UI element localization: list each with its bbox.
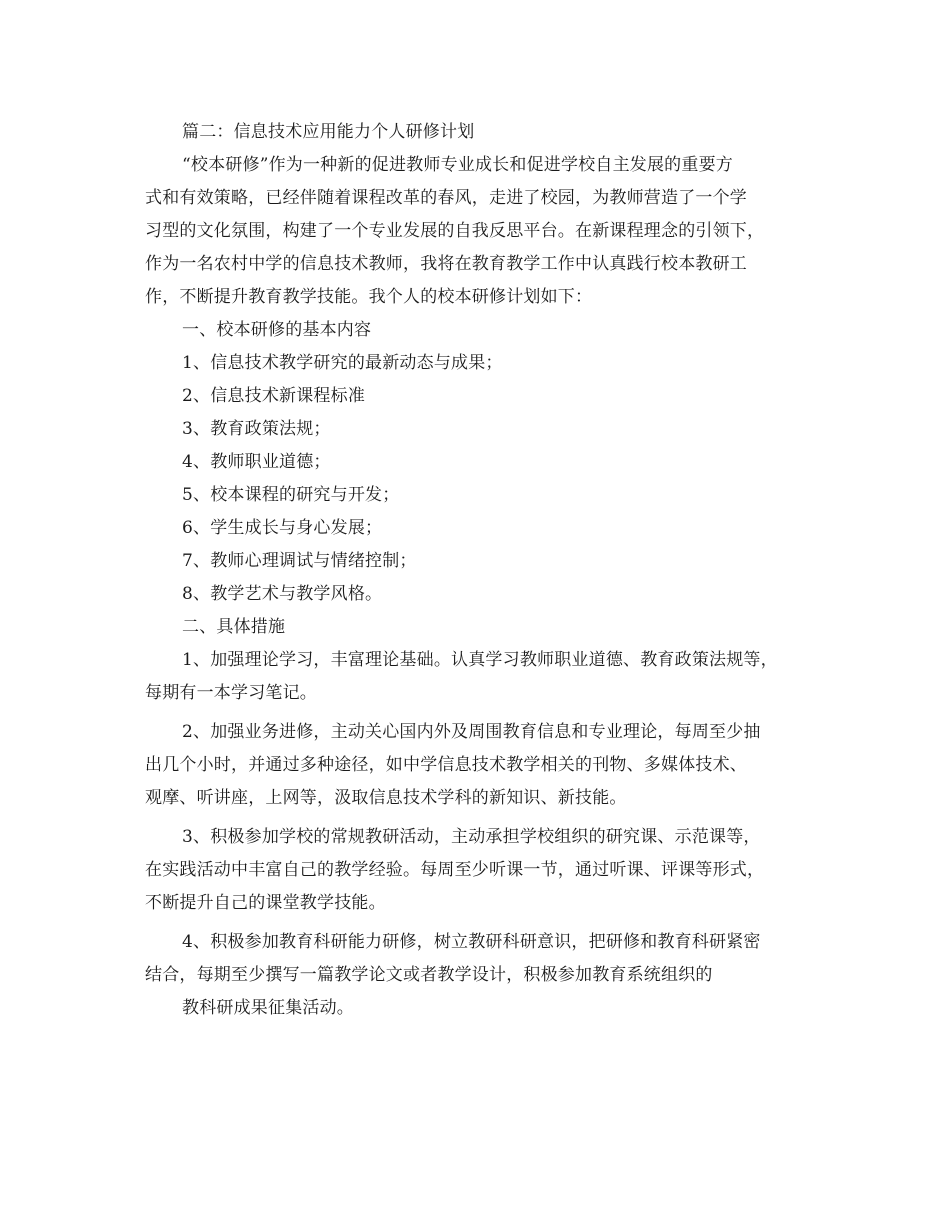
intro-paragraph-line: 习型的文化氛围，构建了一个专业发展的自我反思平台。在新课程理念的引领下，: [145, 221, 765, 241]
list-item: 1、信息技术教学研究的最新动态与成果；: [182, 353, 503, 373]
measure-paragraph-line: 在实践活动中丰富自己的教学经验。每周至少听课一节，通过听课、评课等形式，: [145, 860, 765, 880]
document-title: 篇二：信息技术应用能力个人研修计划: [182, 122, 475, 142]
list-item: 6、学生成长与身心发展；: [182, 518, 383, 538]
list-item: 4、教师职业道德；: [182, 452, 331, 472]
measure-paragraph-line: 2、加强业务进修，主动关心国内外及周围教育信息和专业理论，每周至少抽: [182, 722, 761, 742]
measure-paragraph-line: 不断提升自己的课堂教学技能。: [145, 893, 386, 913]
measure-paragraph-line: 每期有一本学习笔记。: [145, 683, 317, 703]
measure-paragraph-line: 出几个小时，并通过多种途径，如中学信息技术教学相关的刊物、多媒体技术、: [145, 755, 747, 775]
list-item: 5、校本课程的研究与开发；: [182, 485, 400, 505]
measure-paragraph-line: 4、积极参加教育科研能力研修，树立教研科研意识，把研修和教育科研紧密: [182, 932, 761, 952]
section-heading-basic-content: 一、校本研修的基本内容: [182, 320, 372, 340]
intro-paragraph-line: 作为一名农村中学的信息技术教师，我将在教育教学工作中认真践行校本教研工: [145, 254, 747, 274]
measure-paragraph-line: 结合，每期至少撰写一篇教学论文或者教学设计，积极参加教育系统组织的: [145, 965, 713, 985]
list-item: 7、教师心理调试与情绪控制；: [182, 551, 417, 571]
list-item: 2、信息技术新课程标准: [182, 386, 366, 406]
intro-paragraph-line: 作，不断提升教育教学技能。我个人的校本研修计划如下：: [145, 287, 593, 307]
section-heading-measures: 二、具体措施: [182, 617, 286, 637]
list-item: 3、教育政策法规；: [182, 419, 331, 439]
intro-paragraph-line: 式和有效策略，已经伴随着课程改革的春风，走进了校园，为教师营造了一个学: [145, 188, 747, 208]
measure-paragraph-line: 3、积极参加学校的常规教研活动，主动承担学校组织的研究课、示范课等，: [182, 827, 761, 847]
measure-paragraph-line: 观摩、听讲座，上网等，汲取信息技术学科的新知识、新技能。: [145, 788, 627, 808]
intro-paragraph-line: “校本研修”作为一种新的促进教师专业成长和促进学校自主发展的重要方: [182, 155, 733, 175]
measure-paragraph-line: 1、加强理论学习，丰富理论基础。认真学习教师职业道德、教育政策法规等，: [182, 650, 778, 670]
list-item: 8、教学艺术与教学风格。: [182, 584, 383, 604]
measure-paragraph-line: 教科研成果征集活动。: [182, 998, 354, 1018]
